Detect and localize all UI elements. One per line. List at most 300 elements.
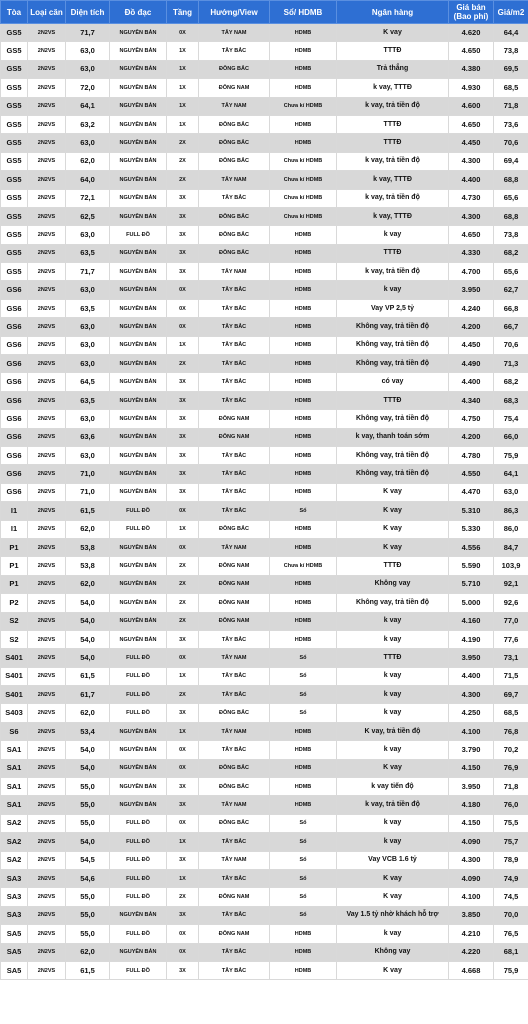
cell-dien-tich: 72,1 (66, 189, 110, 207)
table-row (1, 79, 528, 97)
cell-ngan-hang: k vay, trả tiền độ (337, 263, 449, 281)
cell-do-dac: NGUYÊN BẢN (110, 612, 167, 630)
cell-toa: GS6 (1, 299, 28, 317)
cell-do-dac: FULL ĐỒ (110, 814, 167, 832)
cell-loai-can: 2N2VS (28, 557, 66, 575)
cell-ngan-hang: k vay, TTTĐ (337, 79, 449, 97)
cell-loai-can: 2N2VS (28, 281, 66, 299)
cell-gia-m2: 77,6 (494, 630, 528, 648)
table-row (1, 741, 528, 759)
table-row (1, 925, 528, 943)
cell-dien-tich: 55,0 (66, 925, 110, 943)
cell-huong-view: TÂY BẮC (199, 42, 270, 60)
cell-dien-tich: 62,0 (66, 943, 110, 961)
cell-huong-view: ĐÔNG NAM (199, 888, 270, 906)
table-row (1, 318, 528, 336)
cell-gia-ban: 4.450 (449, 134, 494, 152)
cell-so-hdmb: HDMB (270, 630, 337, 648)
cell-gia-ban: 4.668 (449, 961, 494, 979)
table-row (1, 373, 528, 391)
cell-do-dac: NGUYÊN BẢN (110, 244, 167, 262)
cell-do-dac: NGUYÊN BẢN (110, 391, 167, 409)
cell-gia-ban: 5.590 (449, 557, 494, 575)
cell-toa: GS6 (1, 391, 28, 409)
cell-so-hdmb: Chưa kí HDMB (270, 189, 337, 207)
table-row (1, 42, 528, 60)
cell-huong-view: TÂY BẮC (199, 336, 270, 354)
cell-do-dac: NGUYÊN BẢN (110, 410, 167, 428)
cell-so-hdmb: Sổ (270, 906, 337, 924)
cell-do-dac: NGUYÊN BẢN (110, 115, 167, 133)
cell-tang: 0X (167, 759, 199, 777)
cell-dien-tich: 63,0 (66, 336, 110, 354)
cell-loai-can: 2N2VS (28, 704, 66, 722)
cell-toa: S2 (1, 612, 28, 630)
cell-gia-m2: 73,8 (494, 226, 528, 244)
cell-ngan-hang: TTTĐ (337, 244, 449, 262)
cell-loai-can: 2N2VS (28, 355, 66, 373)
cell-gia-ban: 4.400 (449, 373, 494, 391)
cell-do-dac: NGUYÊN BẢN (110, 428, 167, 446)
cell-loai-can: 2N2VS (28, 594, 66, 612)
cell-toa: GS5 (1, 152, 28, 170)
table-row (1, 796, 528, 814)
cell-huong-view: TÂY BẮC (199, 299, 270, 317)
cell-do-dac: NGUYÊN BẢN (110, 24, 167, 42)
cell-so-hdmb: HDMB (270, 925, 337, 943)
cell-dien-tich: 62,0 (66, 152, 110, 170)
cell-gia-ban: 4.100 (449, 888, 494, 906)
cell-so-hdmb: Sổ (270, 833, 337, 851)
cell-do-dac: NGUYÊN BẢN (110, 575, 167, 593)
cell-gia-ban: 4.160 (449, 612, 494, 630)
cell-so-hdmb: Chưa kí HDMB (270, 171, 337, 189)
cell-dien-tich: 61,5 (66, 502, 110, 520)
cell-ngan-hang: k vay (337, 925, 449, 943)
cell-dien-tich: 53,8 (66, 557, 110, 575)
cell-ngan-hang: k vay, trả tiền độ (337, 189, 449, 207)
cell-do-dac: NGUYÊN BẢN (110, 538, 167, 556)
cell-do-dac: NGUYÊN BẢN (110, 281, 167, 299)
table-row (1, 686, 528, 704)
cell-dien-tich: 55,0 (66, 906, 110, 924)
cell-gia-m2: 84,7 (494, 538, 528, 556)
cell-dien-tich: 53,4 (66, 722, 110, 740)
cell-gia-ban: 4.470 (449, 483, 494, 501)
cell-huong-view: TÂY BẮC (199, 446, 270, 464)
cell-so-hdmb: HDMB (270, 336, 337, 354)
cell-ngan-hang: K vay (337, 869, 449, 887)
cell-tang: 3X (167, 465, 199, 483)
cell-huong-view: TÂY NAM (199, 851, 270, 869)
cell-tang: 2X (167, 594, 199, 612)
cell-toa: I1 (1, 502, 28, 520)
table-body (1, 24, 528, 980)
cell-do-dac: NGUYÊN BẢN (110, 336, 167, 354)
cell-gia-ban: 4.300 (449, 686, 494, 704)
cell-toa: GS5 (1, 115, 28, 133)
cell-so-hdmb: Chưa kí HDMB (270, 207, 337, 225)
cell-dien-tich: 54,6 (66, 869, 110, 887)
cell-tang: 2X (167, 557, 199, 575)
cell-ngan-hang: Không vay, trả tiền độ (337, 318, 449, 336)
cell-gia-ban: 4.700 (449, 263, 494, 281)
cell-toa: GS5 (1, 171, 28, 189)
table-row (1, 502, 528, 520)
table-row (1, 667, 528, 685)
cell-do-dac: NGUYÊN BẢN (110, 465, 167, 483)
cell-toa: GS6 (1, 318, 28, 336)
cell-dien-tich: 54,0 (66, 630, 110, 648)
cell-do-dac: NGUYÊN BẢN (110, 796, 167, 814)
cell-gia-m2: 103,9 (494, 557, 528, 575)
cell-ngan-hang: k vay, TTTĐ (337, 207, 449, 225)
cell-toa: SA2 (1, 833, 28, 851)
cell-dien-tich: 63,0 (66, 42, 110, 60)
cell-do-dac: FULL ĐỒ (110, 851, 167, 869)
cell-loai-can: 2N2VS (28, 612, 66, 630)
cell-dien-tich: 64,1 (66, 97, 110, 115)
cell-loai-can: 2N2VS (28, 244, 66, 262)
cell-toa: SA1 (1, 796, 28, 814)
cell-huong-view: TÂY NAM (199, 538, 270, 556)
cell-loai-can: 2N2VS (28, 483, 66, 501)
table-row (1, 60, 528, 78)
cell-gia-m2: 71,5 (494, 667, 528, 685)
cell-loai-can: 2N2VS (28, 502, 66, 520)
table-row (1, 97, 528, 115)
cell-loai-can: 2N2VS (28, 97, 66, 115)
header-huong-view: Hướng/View (199, 1, 270, 24)
cell-do-dac: FULL ĐỒ (110, 961, 167, 979)
cell-huong-view: TÂY BẮC (199, 483, 270, 501)
header-tang: Tầng (167, 1, 199, 24)
cell-huong-view: ĐÔNG BẮC (199, 778, 270, 796)
cell-dien-tich: 55,0 (66, 778, 110, 796)
cell-so-hdmb: HDMB (270, 410, 337, 428)
cell-so-hdmb: HDMB (270, 741, 337, 759)
table-row (1, 465, 528, 483)
cell-toa: SA1 (1, 759, 28, 777)
cell-gia-m2: 66,7 (494, 318, 528, 336)
cell-gia-m2: 73,6 (494, 115, 528, 133)
cell-loai-can: 2N2VS (28, 171, 66, 189)
cell-dien-tich: 53,8 (66, 538, 110, 556)
cell-so-hdmb: Sổ (270, 649, 337, 667)
cell-loai-can: 2N2VS (28, 520, 66, 538)
cell-gia-ban: 4.620 (449, 24, 494, 42)
cell-toa: GS6 (1, 281, 28, 299)
cell-toa: P1 (1, 538, 28, 556)
cell-ngan-hang: k vay (337, 612, 449, 630)
cell-toa: SA2 (1, 851, 28, 869)
cell-tang: 2X (167, 612, 199, 630)
cell-do-dac: FULL ĐỒ (110, 649, 167, 667)
cell-dien-tich: 71,7 (66, 24, 110, 42)
cell-loai-can: 2N2VS (28, 667, 66, 685)
cell-ngan-hang: Trả thẳng (337, 60, 449, 78)
cell-loai-can: 2N2VS (28, 925, 66, 943)
table-row (1, 538, 528, 556)
cell-tang: 0X (167, 24, 199, 42)
table-row (1, 943, 528, 961)
cell-ngan-hang: k vay (337, 704, 449, 722)
cell-gia-ban: 4.730 (449, 189, 494, 207)
cell-dien-tich: 55,0 (66, 796, 110, 814)
cell-so-hdmb: Sổ (270, 851, 337, 869)
cell-huong-view: ĐÔNG BẮC (199, 115, 270, 133)
cell-loai-can: 2N2VS (28, 263, 66, 281)
cell-so-hdmb: HDMB (270, 299, 337, 317)
cell-so-hdmb: HDMB (270, 722, 337, 740)
cell-gia-ban: 4.150 (449, 759, 494, 777)
cell-ngan-hang: k vay (337, 281, 449, 299)
cell-do-dac: FULL ĐỒ (110, 502, 167, 520)
header-gia-ban: Giá bán (Bao phí) (449, 1, 494, 24)
cell-huong-view: ĐÔNG NAM (199, 575, 270, 593)
cell-loai-can: 2N2VS (28, 796, 66, 814)
cell-huong-view: TÂY BẮC (199, 502, 270, 520)
cell-dien-tich: 63,0 (66, 281, 110, 299)
cell-tang: 3X (167, 778, 199, 796)
cell-toa: SA5 (1, 943, 28, 961)
cell-huong-view: TÂY NAM (199, 171, 270, 189)
cell-gia-m2: 75,5 (494, 814, 528, 832)
cell-gia-m2: 86,3 (494, 502, 528, 520)
cell-gia-m2: 68,5 (494, 704, 528, 722)
cell-huong-view: TÂY NAM (199, 263, 270, 281)
cell-so-hdmb: HDMB (270, 134, 337, 152)
cell-tang: 3X (167, 428, 199, 446)
cell-ngan-hang: k vay (337, 667, 449, 685)
cell-ngan-hang: k vay (337, 630, 449, 648)
cell-toa: S401 (1, 649, 28, 667)
cell-loai-can: 2N2VS (28, 336, 66, 354)
table-row (1, 355, 528, 373)
cell-loai-can: 2N2VS (28, 226, 66, 244)
table-row (1, 778, 528, 796)
cell-so-hdmb: HDMB (270, 538, 337, 556)
table-row (1, 263, 528, 281)
cell-loai-can: 2N2VS (28, 42, 66, 60)
cell-so-hdmb: HDMB (270, 961, 337, 979)
cell-dien-tich: 63,0 (66, 60, 110, 78)
cell-gia-m2: 65,6 (494, 189, 528, 207)
cell-toa: GS5 (1, 207, 28, 225)
cell-tang: 2X (167, 134, 199, 152)
cell-do-dac: FULL ĐỒ (110, 704, 167, 722)
header-row (1, 1, 528, 24)
cell-gia-ban: 4.190 (449, 630, 494, 648)
cell-tang: 0X (167, 281, 199, 299)
header-ngan-hang: Ngân hàng (337, 1, 449, 24)
cell-gia-ban: 4.650 (449, 42, 494, 60)
cell-do-dac: FULL ĐỒ (110, 925, 167, 943)
cell-tang: 1X (167, 97, 199, 115)
cell-do-dac: NGUYÊN BẢN (110, 263, 167, 281)
cell-do-dac: FULL ĐỒ (110, 667, 167, 685)
cell-tang: 3X (167, 483, 199, 501)
cell-ngan-hang: Vay VP 2,5 tỷ (337, 299, 449, 317)
table-row (1, 759, 528, 777)
cell-gia-ban: 4.400 (449, 171, 494, 189)
cell-gia-m2: 70,2 (494, 741, 528, 759)
cell-huong-view: ĐÔNG BẮC (199, 207, 270, 225)
cell-gia-m2: 75,9 (494, 446, 528, 464)
cell-gia-m2: 66,0 (494, 428, 528, 446)
cell-dien-tich: 63,0 (66, 134, 110, 152)
cell-huong-view: ĐÔNG BẮC (199, 134, 270, 152)
cell-huong-view: TÂY BẮC (199, 318, 270, 336)
cell-gia-m2: 71,8 (494, 778, 528, 796)
cell-dien-tich: 61,5 (66, 961, 110, 979)
cell-toa: S401 (1, 686, 28, 704)
cell-toa: GS5 (1, 244, 28, 262)
table-row (1, 888, 528, 906)
cell-dien-tich: 64,5 (66, 373, 110, 391)
cell-do-dac: NGUYÊN BẢN (110, 630, 167, 648)
cell-so-hdmb: HDMB (270, 226, 337, 244)
cell-toa: GS6 (1, 336, 28, 354)
cell-ngan-hang: K vay (337, 520, 449, 538)
cell-toa: P1 (1, 575, 28, 593)
cell-tang: 3X (167, 244, 199, 262)
cell-gia-ban: 4.650 (449, 115, 494, 133)
header-dien-tich: Diện tích (66, 1, 110, 24)
cell-gia-ban: 4.600 (449, 97, 494, 115)
cell-loai-can: 2N2VS (28, 446, 66, 464)
cell-dien-tich: 63,5 (66, 391, 110, 409)
header-loai-can: Loại căn (28, 1, 66, 24)
cell-dien-tich: 63,6 (66, 428, 110, 446)
cell-dien-tich: 71,7 (66, 263, 110, 281)
table-row (1, 961, 528, 979)
cell-dien-tich: 72,0 (66, 79, 110, 97)
table-row (1, 649, 528, 667)
cell-dien-tich: 61,5 (66, 667, 110, 685)
table-row (1, 704, 528, 722)
cell-dien-tich: 55,0 (66, 888, 110, 906)
cell-so-hdmb: HDMB (270, 465, 337, 483)
cell-huong-view: ĐÔNG NAM (199, 428, 270, 446)
cell-tang: 1X (167, 79, 199, 97)
cell-so-hdmb: Sổ (270, 704, 337, 722)
cell-gia-m2: 68,2 (494, 373, 528, 391)
cell-gia-ban: 4.180 (449, 796, 494, 814)
cell-gia-m2: 74,5 (494, 888, 528, 906)
table-row (1, 483, 528, 501)
cell-so-hdmb: HDMB (270, 318, 337, 336)
cell-ngan-hang: k vay, trả tiền độ (337, 152, 449, 170)
cell-dien-tich: 63,0 (66, 410, 110, 428)
cell-gia-m2: 66,8 (494, 299, 528, 317)
cell-gia-m2: 92,6 (494, 594, 528, 612)
cell-tang: 0X (167, 299, 199, 317)
cell-gia-m2: 76,5 (494, 925, 528, 943)
cell-tang: 1X (167, 833, 199, 851)
cell-gia-m2: 65,6 (494, 263, 528, 281)
cell-tang: 0X (167, 649, 199, 667)
cell-loai-can: 2N2VS (28, 299, 66, 317)
cell-dien-tich: 54,0 (66, 649, 110, 667)
cell-loai-can: 2N2VS (28, 207, 66, 225)
cell-loai-can: 2N2VS (28, 115, 66, 133)
cell-toa: SA3 (1, 888, 28, 906)
table-row (1, 244, 528, 262)
cell-dien-tich: 61,7 (66, 686, 110, 704)
cell-loai-can: 2N2VS (28, 152, 66, 170)
cell-huong-view: ĐÔNG NAM (199, 557, 270, 575)
cell-ngan-hang: TTTĐ (337, 649, 449, 667)
cell-ngan-hang: K vay (337, 538, 449, 556)
cell-dien-tich: 63,5 (66, 244, 110, 262)
cell-so-hdmb: HDMB (270, 115, 337, 133)
cell-loai-can: 2N2VS (28, 649, 66, 667)
cell-ngan-hang: Vay 1.5 tỷ nhờ khách hỗ trợ (337, 906, 449, 924)
cell-so-hdmb: HDMB (270, 778, 337, 796)
cell-tang: 3X (167, 851, 199, 869)
cell-huong-view: TÂY BẮC (199, 391, 270, 409)
table-row (1, 630, 528, 648)
cell-tang: 3X (167, 410, 199, 428)
cell-do-dac: FULL ĐỒ (110, 869, 167, 887)
cell-gia-ban: 3.950 (449, 778, 494, 796)
cell-gia-ban: 4.300 (449, 851, 494, 869)
cell-do-dac: FULL ĐỒ (110, 226, 167, 244)
cell-loai-can: 2N2VS (28, 722, 66, 740)
cell-toa: SA2 (1, 814, 28, 832)
table-row (1, 446, 528, 464)
cell-tang: 2X (167, 686, 199, 704)
cell-gia-ban: 4.930 (449, 79, 494, 97)
table-row (1, 612, 528, 630)
cell-dien-tich: 62,5 (66, 207, 110, 225)
cell-gia-ban: 3.790 (449, 741, 494, 759)
cell-gia-ban: 4.330 (449, 244, 494, 262)
cell-gia-ban: 4.220 (449, 943, 494, 961)
cell-gia-ban: 4.300 (449, 152, 494, 170)
cell-gia-ban: 4.550 (449, 465, 494, 483)
table-row (1, 336, 528, 354)
cell-loai-can: 2N2VS (28, 741, 66, 759)
cell-ngan-hang: K vay (337, 888, 449, 906)
cell-huong-view: ĐÔNG NAM (199, 612, 270, 630)
cell-toa: GS5 (1, 79, 28, 97)
cell-huong-view: TÂY BẮC (199, 741, 270, 759)
cell-gia-ban: 4.090 (449, 833, 494, 851)
cell-do-dac: NGUYÊN BẢN (110, 778, 167, 796)
table-row (1, 24, 528, 42)
cell-so-hdmb: HDMB (270, 428, 337, 446)
cell-so-hdmb: HDMB (270, 281, 337, 299)
cell-ngan-hang: Không vay, trả tiền độ (337, 446, 449, 464)
cell-gia-m2: 69,4 (494, 152, 528, 170)
cell-gia-m2: 76,9 (494, 759, 528, 777)
cell-gia-ban: 4.750 (449, 410, 494, 428)
cell-ngan-hang: K vay (337, 24, 449, 42)
cell-ngan-hang: k vay, trả tiền độ (337, 97, 449, 115)
cell-huong-view: TÂY NAM (199, 796, 270, 814)
table-row (1, 207, 528, 225)
cell-dien-tich: 54,0 (66, 612, 110, 630)
cell-ngan-hang: có vay (337, 373, 449, 391)
cell-gia-ban: 4.490 (449, 355, 494, 373)
cell-gia-m2: 78,9 (494, 851, 528, 869)
cell-gia-ban: 3.950 (449, 649, 494, 667)
cell-dien-tich: 63,0 (66, 318, 110, 336)
cell-loai-can: 2N2VS (28, 814, 66, 832)
cell-gia-ban: 4.240 (449, 299, 494, 317)
